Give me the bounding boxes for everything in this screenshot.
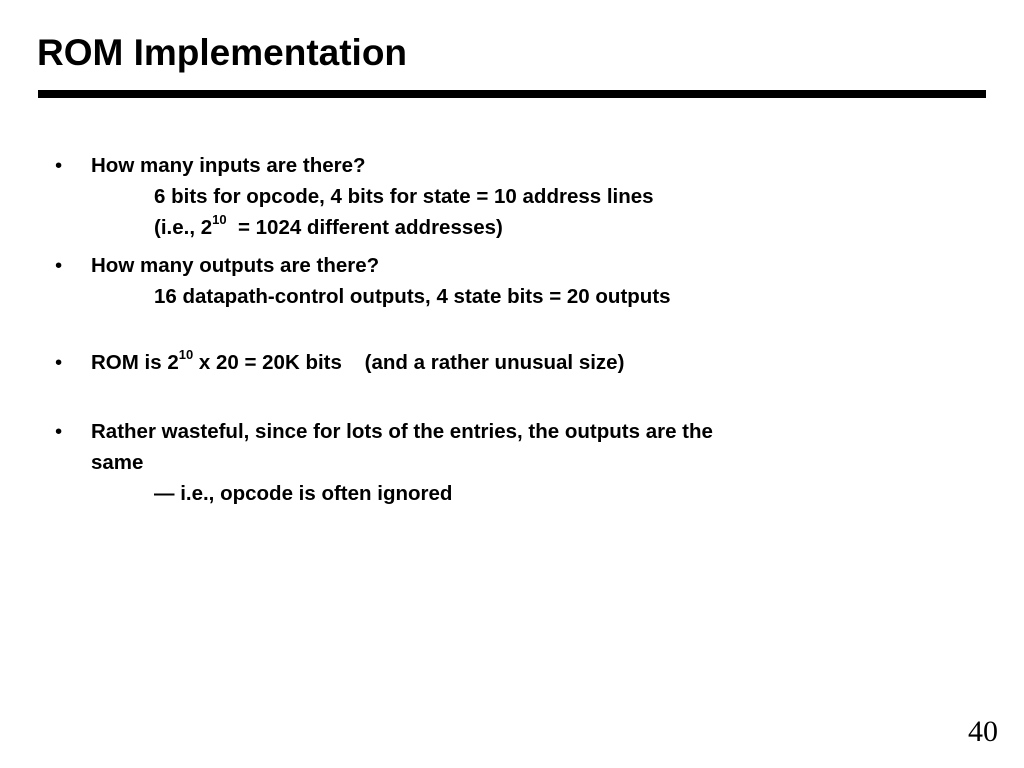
page-number: 40 [968, 715, 998, 748]
bullet-marker: • [55, 351, 63, 374]
exponent: 10 [178, 347, 194, 363]
bullet-marker: • [55, 254, 63, 277]
bullet-question: How many inputs are there? [91, 154, 366, 177]
title-divider [38, 90, 986, 98]
text-suffix: x 20 = 20K bits (and a rather unusual size) [193, 351, 625, 374]
bullet-subpoint: — i.e., opcode is often ignored [154, 482, 453, 505]
text-prefix: (i.e., 2 [154, 216, 213, 239]
bullet-answer: 16 datapath-control outputs, 4 state bits = 20 outputs [154, 285, 671, 308]
bullet-marker: • [55, 154, 63, 177]
bullet-text: Rather wasteful, since for lots of the entries, the outputs are the [91, 420, 713, 443]
bullet-answer: 6 bits for opcode, 4 bits for state = 10 address lines [154, 185, 654, 208]
bullet-marker: • [55, 420, 63, 443]
slide-title: ROM Implementation [37, 32, 408, 73]
bullet-text [91, 347, 624, 378]
bullet-text-continued: same [91, 451, 144, 474]
bullet-question: How many outputs are there? [91, 254, 380, 277]
exponent: 10 [212, 212, 227, 228]
bullet-answer-detail [154, 212, 503, 243]
text-suffix: = 1024 different addresses) [226, 216, 503, 239]
text-prefix: ROM is 2 [91, 351, 179, 374]
